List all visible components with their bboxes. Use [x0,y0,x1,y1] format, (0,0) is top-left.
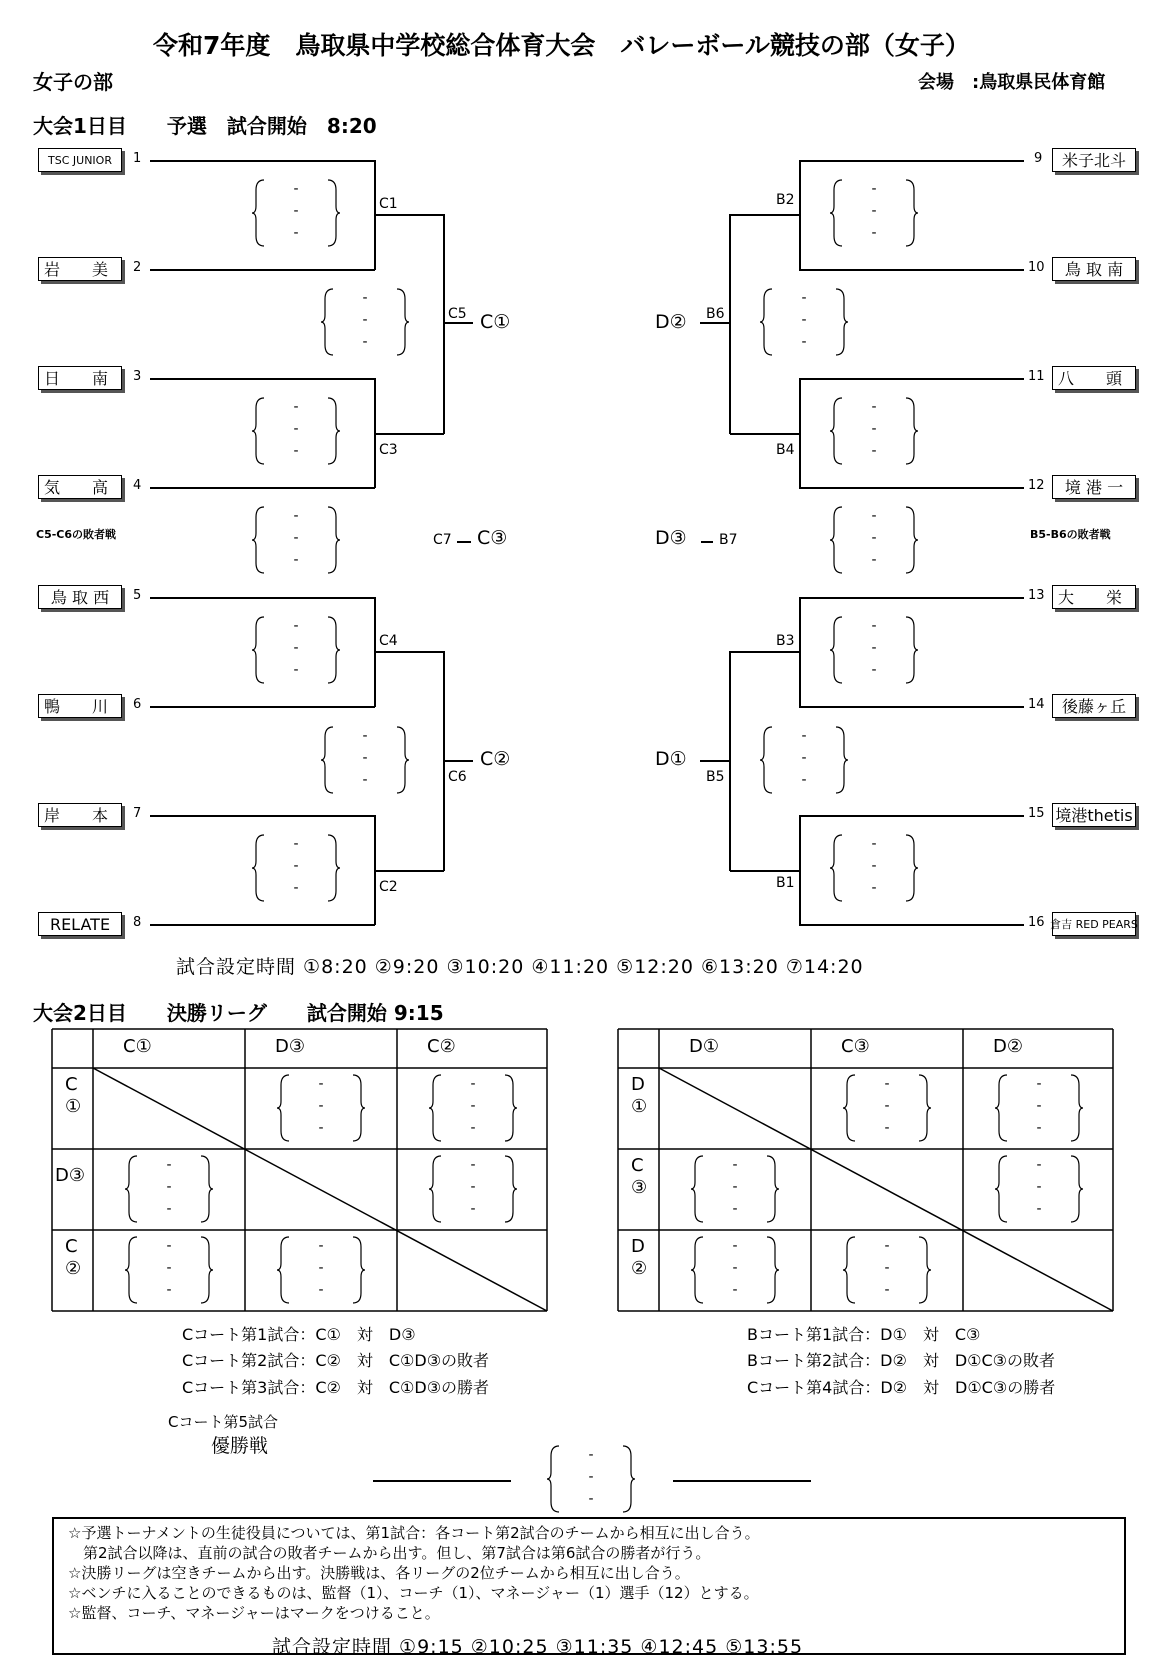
seed-number: 6 [133,697,142,712]
loser-match-right: B5-B6の敗者戦 [1030,528,1111,541]
right-league-col-header: C③ [841,1036,870,1057]
score-dash: - [884,1120,890,1136]
score-dash: - [732,1179,738,1195]
score-dash: - [1036,1201,1042,1217]
left-brace [691,1156,703,1222]
final-line-left [373,1480,511,1482]
seed-number: 14 [1028,697,1045,712]
left-team-7 [38,803,122,827]
day1-schedule: 試合設定時間 ①8:20 ②9:20 ③10:20 ④11:20 ⑤12:20 ⑥13:20 ⑦14:20 [176,956,864,978]
score-dash: - [362,728,368,744]
match-label-c2: C2 [379,879,398,895]
score-dash: - [470,1076,476,1092]
score-dash: - [884,1238,890,1254]
score-dash: - [801,728,807,744]
right-brace [328,507,340,573]
score-placeholder [830,505,918,575]
team-name: 岩 美 [44,260,109,279]
seed-number: 5 [133,588,142,603]
left-brace [995,1156,1007,1222]
right-brace [328,835,340,901]
left-team-8 [38,912,122,936]
score-dash: - [588,1491,594,1507]
right-brace [397,727,409,793]
division-label: 女子の部 [33,70,113,94]
left-brace [830,835,842,901]
score-dash: - [871,443,877,459]
score-placeholder [252,615,340,685]
score-dash: - [871,421,877,437]
score-dash: - [166,1179,172,1195]
left-brace [691,1237,703,1303]
match-label-b5: B5 [706,769,725,785]
score-dash: - [871,880,877,896]
league-left-match-2: Cコート第2試合：C② 対 C①D③の敗者 [182,1351,490,1370]
seed-number: 8 [133,915,142,930]
score-dash: - [293,858,299,874]
match-label-c7: C7 [433,532,452,548]
league-left-match-1: Cコート第1試合：C① 対 D③ [182,1325,416,1344]
score-dash: - [732,1157,738,1173]
score-dash: - [884,1260,890,1276]
left-brace [429,1075,441,1141]
score-dash: - [1036,1076,1042,1092]
final-line-right [673,1480,811,1482]
right-team-10 [1052,257,1136,281]
bracket-result-c3: C③ [477,527,508,549]
score-dash: - [801,290,807,306]
left-league-col-header: C② [427,1036,456,1057]
note-line-3: ☆決勝リーグは空きチームから出す。決勝戦は、各リーグの2位チームから相互に出し合う。 [68,1564,690,1582]
right-brace [919,1237,931,1303]
score-dash: - [1036,1120,1042,1136]
right-brace [836,727,848,793]
left-league-row-header: C ① [65,1074,82,1117]
right-brace [328,180,340,246]
score-placeholder [547,1444,635,1514]
score-dash: - [470,1157,476,1173]
score-placeholder [321,287,409,357]
team-name: 日 南 [44,369,109,388]
seed-number: 3 [133,369,142,384]
score-dash: - [871,203,877,219]
score-dash: - [732,1238,738,1254]
score-dash: - [871,662,877,678]
score-placeholder [995,1073,1083,1143]
score-dash: - [166,1238,172,1254]
score-dash: - [1036,1179,1042,1195]
score-dash: - [801,312,807,328]
seed-number: 2 [133,260,142,275]
left-brace [252,398,264,464]
score-dash: - [318,1260,324,1276]
seed-number: 4 [133,478,142,493]
right-brace [1071,1075,1083,1141]
right-league-col-header: D① [689,1036,719,1057]
final-title: 優勝戦 [211,1435,269,1457]
score-dash: - [362,750,368,766]
score-placeholder [277,1235,365,1305]
left-team-2 [38,257,122,281]
venue-label: 会場 :鳥取県民体育館 [918,72,1106,93]
score-dash: - [293,836,299,852]
score-placeholder [995,1154,1083,1224]
score-dash: - [293,443,299,459]
right-brace [353,1237,365,1303]
bracket-result-d1: D① [655,748,687,770]
score-placeholder [843,1073,931,1143]
score-dash: - [293,552,299,568]
score-dash: - [362,772,368,788]
score-placeholder [843,1235,931,1305]
right-league-row-header: C ③ [631,1155,648,1198]
right-brace [328,617,340,683]
seed-number: 1 [133,151,142,166]
score-placeholder [830,833,918,903]
score-placeholder [830,396,918,466]
day1-header: 大会1日目 予選 試合開始 8:20 [33,114,377,138]
score-dash: - [732,1282,738,1298]
score-placeholder [321,725,409,795]
left-brace [321,289,333,355]
score-dash: - [871,552,877,568]
team-name: 境港thetis [1055,806,1133,825]
left-brace [843,1237,855,1303]
left-brace [843,1075,855,1141]
league-right-match-2: Bコート第2試合：D② 対 D①C③の敗者 [747,1351,1056,1370]
team-name: 八 頭 [1058,369,1123,388]
score-dash: - [470,1120,476,1136]
right-brace [505,1156,517,1222]
right-league-col-header: D② [993,1036,1023,1057]
score-dash: - [293,530,299,546]
left-brace [830,180,842,246]
team-name: TSC JUNIOR [48,154,112,167]
score-dash: - [318,1282,324,1298]
score-dash: - [293,618,299,634]
bracket-result-d3: D③ [655,527,687,549]
score-dash: - [732,1260,738,1276]
score-dash: - [884,1282,890,1298]
score-dash: - [1036,1157,1042,1173]
score-dash: - [293,225,299,241]
score-dash: - [884,1076,890,1092]
left-brace [321,727,333,793]
match-label-b3: B3 [776,633,795,649]
left-team-5 [38,585,122,609]
score-dash: - [293,181,299,197]
score-dash: - [293,399,299,415]
left-brace [760,289,772,355]
right-brace [767,1156,779,1222]
score-dash: - [801,334,807,350]
left-brace [252,507,264,573]
right-brace [906,398,918,464]
page-title: 令和7年度 鳥取県中学校総合体育大会 バレーボール競技の部（女子） [153,31,970,60]
score-dash: - [318,1098,324,1114]
left-team-6 [38,694,122,718]
score-placeholder [125,1154,213,1224]
match-label-c1: C1 [379,196,398,212]
left-team-1 [38,148,122,172]
score-placeholder [125,1235,213,1305]
left-brace [830,617,842,683]
score-dash: - [293,421,299,437]
league-right-match-1: Bコート第1試合：D① 対 C③ [747,1325,981,1344]
score-placeholder [277,1073,365,1143]
right-team-16 [1052,912,1136,936]
match-label-c3: C3 [379,442,398,458]
right-team-14 [1052,694,1136,718]
match-label-b4: B4 [776,442,795,458]
day2-header: 大会2日目 決勝リーグ 試合開始 9:15 [33,1001,444,1025]
right-brace [836,289,848,355]
score-dash: - [470,1098,476,1114]
right-league-row-header: D ② [631,1236,648,1279]
left-brace [830,398,842,464]
right-league-row-header: D ① [631,1074,648,1117]
right-team-12 [1052,475,1136,499]
loser-match-left: C5-C6の敗者戦 [36,528,117,541]
seed-number: 9 [1034,151,1043,166]
score-placeholder [429,1154,517,1224]
score-dash: - [884,1098,890,1114]
score-dash: - [293,662,299,678]
seed-number: 10 [1028,260,1045,275]
left-brace [252,180,264,246]
right-brace [767,1237,779,1303]
score-dash: - [588,1469,594,1485]
left-brace [429,1156,441,1222]
team-name: 鳥 取 南 [1064,260,1124,279]
score-dash: - [293,640,299,656]
team-name: 後藤ヶ丘 [1061,697,1126,716]
match-label-c4: C4 [379,633,398,649]
right-team-9 [1052,148,1136,172]
left-brace [125,1237,137,1303]
left-brace [760,727,772,793]
score-dash: - [470,1201,476,1217]
final-court-label: Cコート第5試合 [168,1413,279,1431]
match-label-c6: C6 [448,769,467,785]
note-line-1: ☆予選トーナメントの生徒役員については、第1試合：各コート第2試合のチームから相互に出し合う。 [68,1524,760,1542]
score-dash: - [318,1238,324,1254]
score-dash: - [293,880,299,896]
score-dash: - [801,750,807,766]
left-brace [277,1237,289,1303]
league-right-match-3: Cコート第4試合：D② 対 D①C③の勝者 [747,1378,1056,1397]
score-dash: - [1036,1098,1042,1114]
score-dash: - [362,334,368,350]
team-name: 気 高 [44,478,109,497]
right-team-11 [1052,366,1136,390]
score-dash: - [871,225,877,241]
left-brace [277,1075,289,1141]
right-brace [201,1237,213,1303]
score-dash: - [293,203,299,219]
score-placeholder [830,615,918,685]
score-dash: - [801,772,807,788]
bracket-result-c2: C② [480,748,511,770]
score-dash: - [318,1076,324,1092]
score-dash: - [871,530,877,546]
right-team-15 [1052,803,1136,827]
right-brace [919,1075,931,1141]
score-placeholder [252,833,340,903]
score-placeholder [691,1154,779,1224]
score-dash: - [871,181,877,197]
left-league-col-header: C① [123,1036,152,1057]
team-name: 岸 本 [44,806,109,825]
day2-schedule: 試合設定時間 ①9:15 ②10:25 ③11:35 ④12:45 ⑤13:55 [272,1636,804,1658]
team-name: 境 港 一 [1064,478,1124,497]
right-brace [397,289,409,355]
left-team-3 [38,366,122,390]
right-brace [906,617,918,683]
right-brace [328,398,340,464]
score-dash: - [166,1157,172,1173]
score-placeholder [760,725,848,795]
score-placeholder [691,1235,779,1305]
score-dash: - [871,508,877,524]
team-name: RELATE [49,915,111,934]
right-brace [906,835,918,901]
score-dash: - [871,858,877,874]
score-placeholder [830,178,918,248]
score-dash: - [318,1120,324,1136]
match-label-b7: B7 [719,532,738,548]
left-brace [547,1446,559,1512]
note-line-4: ☆ベンチに入ることのできるものは、監督（1）、コーチ（1）、マネージャー（1）選手（12）とする。 [68,1584,759,1602]
score-dash: - [166,1260,172,1276]
note-line-2: 第2試合以降は、直前の試合の敗者チームから出す。但し、第7試合は第6試合の勝者が行う。 [68,1544,711,1562]
league-left-match-3: Cコート第3試合：C② 対 C①D③の勝者 [182,1378,490,1397]
seed-number: 15 [1028,806,1045,821]
team-name: 倉吉 RED PEARS [1050,918,1138,931]
match-label-b6: B6 [706,306,725,322]
score-placeholder [252,505,340,575]
score-placeholder [252,396,340,466]
score-dash: - [362,290,368,306]
seed-number: 7 [133,806,142,821]
right-team-13 [1052,585,1136,609]
left-brace [995,1075,1007,1141]
seed-number: 12 [1028,478,1045,493]
score-dash: - [362,312,368,328]
match-label-c5: C5 [448,306,467,322]
score-dash: - [470,1179,476,1195]
left-brace [252,835,264,901]
team-name: 鴨 川 [44,697,109,716]
seed-number: 13 [1028,588,1045,603]
left-team-4 [38,475,122,499]
left-league-col-header: D③ [275,1036,305,1057]
score-dash: - [871,399,877,415]
right-brace [623,1446,635,1512]
bracket-result-d2: D② [655,311,687,333]
right-brace [906,507,918,573]
team-name: 大 栄 [1058,588,1123,607]
score-dash: - [588,1447,594,1463]
team-name: 米子北斗 [1061,151,1126,170]
left-brace [830,507,842,573]
left-brace [252,617,264,683]
score-placeholder [760,287,848,357]
score-placeholder [429,1073,517,1143]
bracket-result-c1: C① [480,311,511,333]
score-placeholder [252,178,340,248]
left-league-row-header: D③ [55,1165,85,1186]
score-dash: - [871,618,877,634]
score-dash: - [871,836,877,852]
left-league-row-header: C ② [65,1236,82,1279]
seed-number: 11 [1028,369,1045,384]
score-dash: - [732,1201,738,1217]
right-brace [1071,1156,1083,1222]
right-brace [505,1075,517,1141]
right-brace [906,180,918,246]
score-dash: - [166,1282,172,1298]
score-dash: - [293,508,299,524]
left-brace [125,1156,137,1222]
match-label-b1: B1 [776,875,795,891]
note-line-5: ☆監督、コーチ、マネージャーはマークをつけること。 [68,1604,440,1622]
team-name: 鳥 取 西 [50,588,110,607]
seed-number: 16 [1028,915,1045,930]
score-dash: - [166,1201,172,1217]
match-label-b2: B2 [776,192,795,208]
right-brace [201,1156,213,1222]
score-dash: - [871,640,877,656]
right-brace [353,1075,365,1141]
